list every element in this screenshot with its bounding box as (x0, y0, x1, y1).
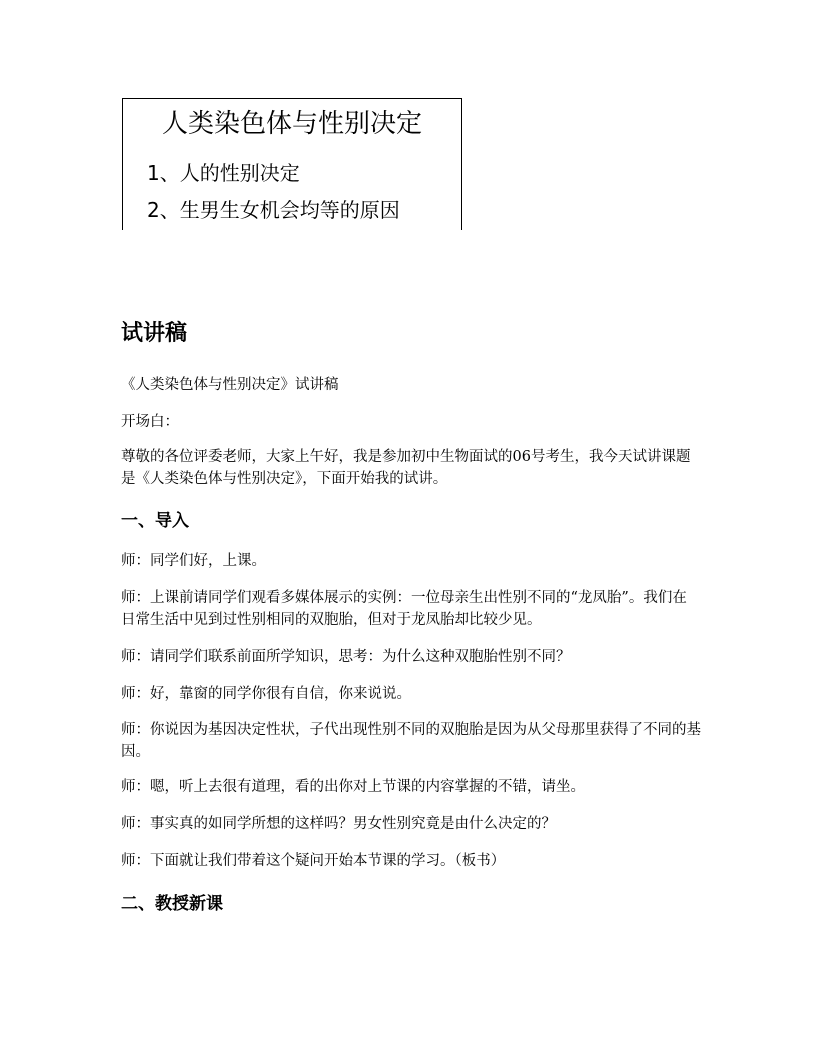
section-heading-intro: 一、导入 (121, 511, 189, 531)
document-subtitle: 《人类染色体与性别决定》试讲稿 (121, 377, 339, 393)
dialogue-line-2: 师：上课前请同学们观看多媒体展示的实例：一位母亲生出性别不同的“龙凤胎”。我们在日常生活中见到过性别相同的双胞胎，但对于龙凤胎却比较少见。 (121, 590, 687, 628)
dialogue-line-5: 师：你说因为基因决定性状，子代出现性别不同的双胞胎是因为从父母那里获得了不同的基因。 (121, 722, 701, 760)
board-item-2: 2、生男生女机会均等的原因 (147, 198, 400, 222)
dialogue-line-8: 师：下面就让我们带着这个疑问开始本节课的学习。（板书） (121, 853, 506, 869)
dialogue-line-4: 师：好，靠窗的同学你很有自信，你来说说。 (121, 686, 411, 702)
blackboard-outline-box (122, 98, 462, 230)
dialogue-line-6: 师：嗯，听上去很有道理，看的出你对上节课的内容掌握的不错，请坐。 (121, 779, 585, 795)
document-title: 试讲稿 (121, 321, 188, 346)
board-item-1: 1、人的性别决定 (147, 161, 300, 185)
dialogue-line-1: 师：同学们好，上课。 (121, 553, 266, 569)
board-title: 人类染色体与性别决定 (161, 109, 422, 139)
opening-label: 开场白： (121, 414, 179, 430)
opening-paragraph: 尊敬的各位评委老师，大家上午好，我是参加初中生物面试的06号考生，我今天试讲课题是《人类染色体与性别决定》，下面开始我的试讲。 (121, 449, 691, 487)
section-heading-new-lesson: 二、教授新课 (121, 894, 223, 914)
dialogue-line-3: 师：请同学们联系前面所学知识，思考：为什么这种双胞胎性别不同？ (121, 649, 571, 665)
dialogue-line-7: 师：事实真的如同学所想的这样吗？男女性别究竟是由什么决定的？ (121, 816, 556, 832)
